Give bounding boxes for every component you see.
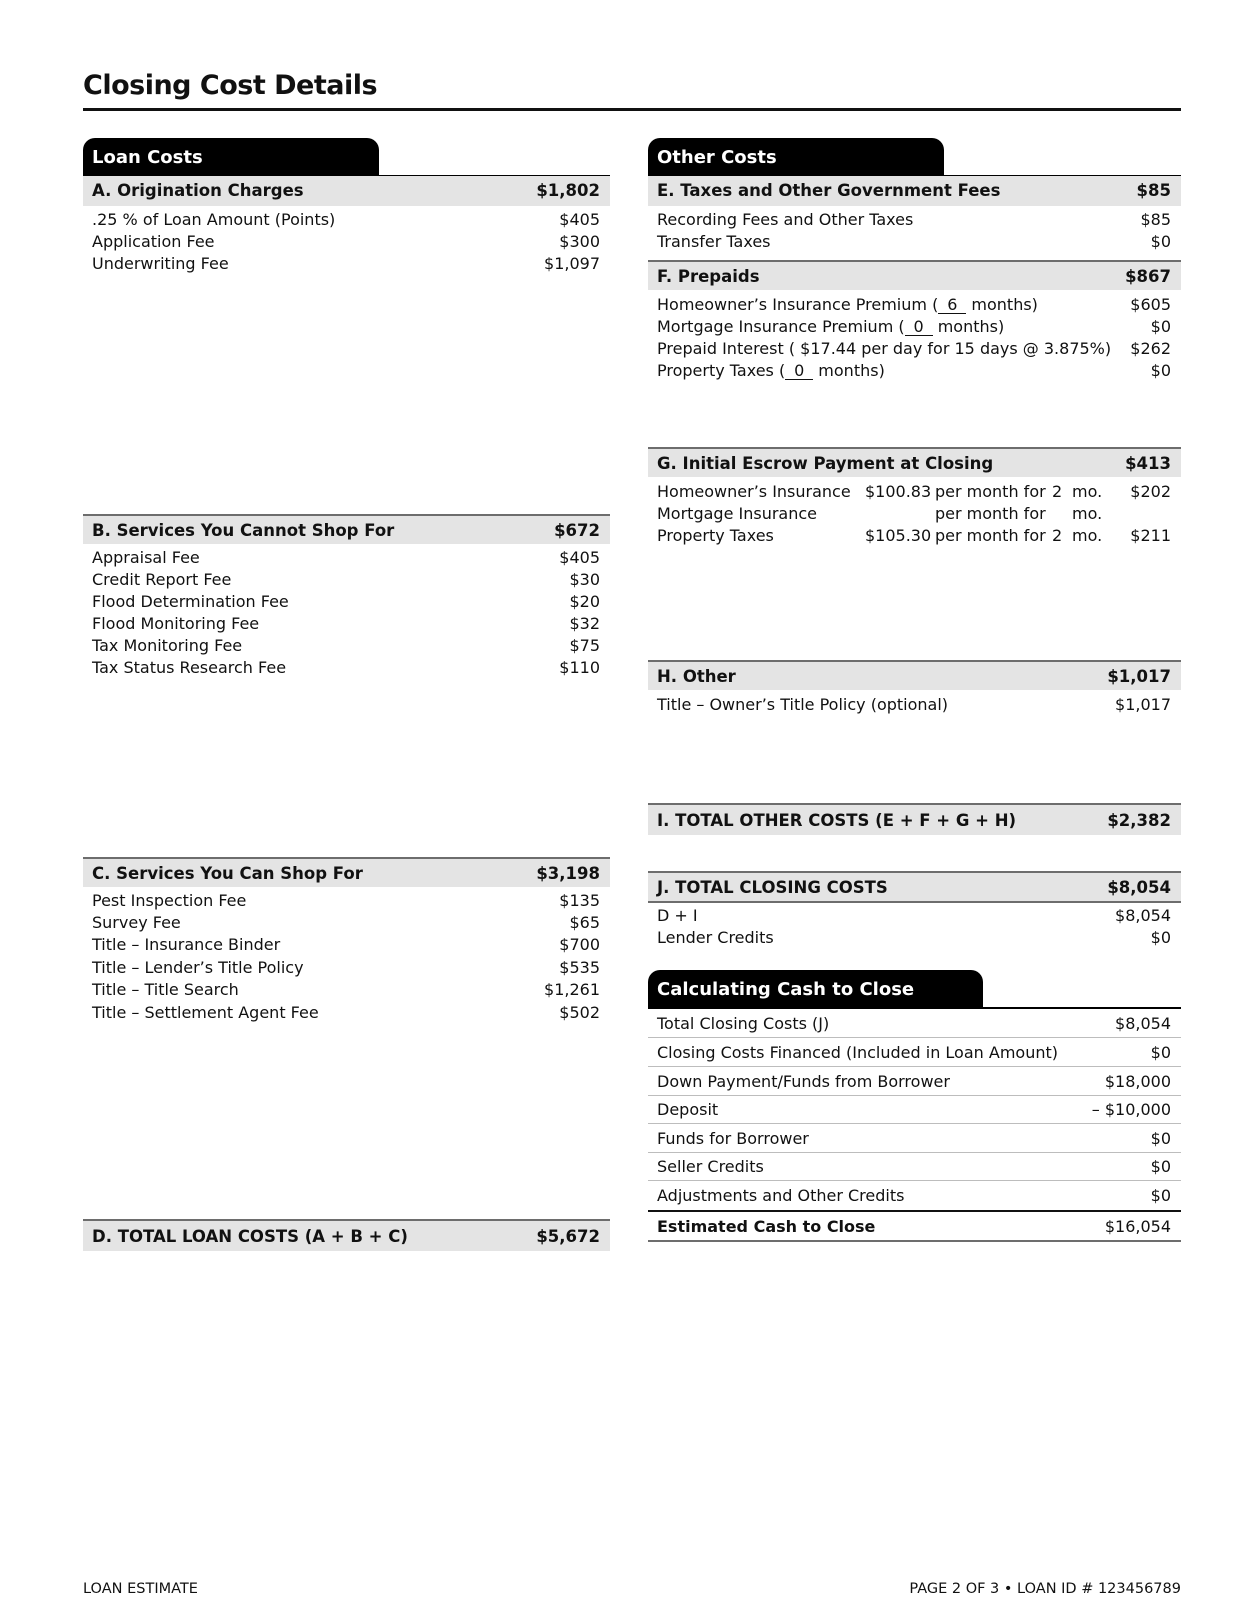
total-loan-costs-amount: $5,672 [536, 1227, 600, 1246]
total-closing-costs-amount: $8,054 [1107, 878, 1171, 897]
section-h-header [648, 660, 1181, 690]
cash-row: Seller Credits $0 [648, 1153, 1181, 1181]
section-e-amount: $85 [1136, 181, 1171, 200]
page-title: Closing Cost Details [83, 70, 378, 101]
line-item: Transfer Taxes $0 [657, 232, 1171, 251]
line-item: Tax Monitoring Fee $75 [92, 636, 600, 655]
section-a-header [83, 176, 610, 206]
section-b-header [83, 514, 610, 544]
section-h-amount: $1,017 [1107, 667, 1171, 686]
line-item: Survey Fee $65 [92, 913, 600, 932]
section-g-label: G. Initial Escrow Payment at Closing [657, 454, 994, 473]
escrow-amount: $211 [1130, 526, 1171, 545]
months-field: 0 [905, 319, 933, 336]
section-e-label: E. Taxes and Other Government Fees [657, 181, 1001, 200]
line-item: Prepaid Interest ( $17.44 per day for 15 days @ 3.875%) $262 [657, 339, 1171, 358]
escrow-per-month: per month for [935, 504, 1046, 523]
title-divider [83, 108, 1181, 111]
section-c-amount: $3,198 [536, 864, 600, 883]
estimated-cash-to-close [648, 1210, 1181, 1242]
footer-doc-name: LOAN ESTIMATE [83, 1581, 198, 1597]
escrow-mo: mo. [1072, 504, 1103, 523]
total-other-costs-amount: $2,382 [1107, 811, 1171, 830]
cash-row: Down Payment/Funds from Borrower $18,000 [648, 1068, 1181, 1096]
escrow-per-month: per month for [935, 526, 1046, 545]
line-item: Credit Report Fee $30 [92, 570, 600, 589]
cash-row: Closing Costs Financed (Included in Loan Amount) $0 [648, 1039, 1181, 1067]
escrow-monthly: $100.83 [865, 482, 932, 501]
line-item: .25 % of Loan Amount (Points) $405 [92, 210, 600, 229]
months-field: 0 [785, 363, 813, 380]
escrow-months: 2 [1052, 482, 1063, 501]
section-g-header [648, 447, 1181, 477]
total-other-costs [648, 803, 1181, 835]
line-item: Pest Inspection Fee $135 [92, 891, 600, 910]
loan-costs-tab: Loan Costs [83, 138, 379, 175]
other-costs-tab: Other Costs [648, 138, 944, 175]
escrow-amount: $202 [1130, 482, 1171, 501]
escrow-months: 2 [1052, 526, 1063, 545]
section-g-amount: $413 [1125, 454, 1171, 473]
cash-to-close-tab: Calculating Cash to Close [648, 970, 983, 1007]
line-item: Title – Title Search $1,261 [92, 980, 600, 999]
line-item: Property Taxes ( 0 months) $0 [657, 361, 1171, 380]
cash-row: Funds for Borrower $0 [648, 1125, 1181, 1153]
escrow-mo: mo. [1072, 526, 1103, 545]
line-item: Homeowner’s Insurance Premium ( 6 months) $605 [657, 295, 1171, 314]
total-loan-costs [83, 1219, 610, 1251]
escrow-label: Mortgage Insurance [657, 504, 817, 523]
line-item: Underwriting Fee $1,097 [92, 254, 600, 273]
escrow-label: Homeowner’s Insurance [657, 482, 851, 501]
footer-page-info: PAGE 2 OF 3 • LOAN ID # 123456789 [909, 1581, 1181, 1597]
cash-row: Total Closing Costs (J) $8,054 [648, 1010, 1181, 1038]
total-other-costs-label: I. TOTAL OTHER COSTS (E + F + G + H) [657, 811, 1017, 830]
cash-row: Adjustments and Other Credits $0 [657, 1186, 1171, 1205]
months-field: 6 [938, 297, 966, 314]
section-b-label: B. Services You Cannot Shop For [92, 521, 395, 540]
section-f-header [648, 260, 1181, 290]
section-e-header [648, 176, 1181, 206]
section-c-header [83, 857, 610, 887]
line-item: Recording Fees and Other Taxes $85 [657, 210, 1171, 229]
line-item: Application Fee $300 [92, 232, 600, 251]
section-f-label: F. Prepaids [657, 267, 760, 286]
section-f-amount: $867 [1125, 267, 1171, 286]
estimated-cash-to-close-label: Estimated Cash to Close [657, 1217, 876, 1236]
total-loan-costs-label: D. TOTAL LOAN COSTS (A + B + C) [92, 1227, 408, 1246]
cash-row: Deposit – $10,000 [648, 1096, 1181, 1124]
escrow-label: Property Taxes [657, 526, 774, 545]
section-b-amount: $672 [554, 521, 600, 540]
line-item: Title – Lender’s Title Policy $535 [92, 958, 600, 977]
escrow-monthly: $105.30 [865, 526, 932, 545]
section-a-amount: $1,802 [536, 181, 600, 200]
line-item: Tax Status Research Fee $110 [92, 658, 600, 677]
line-item: Title – Settlement Agent Fee $502 [92, 1003, 600, 1022]
section-c-label: C. Services You Can Shop For [92, 864, 363, 883]
estimated-cash-to-close-amount: $16,054 [1104, 1217, 1171, 1236]
total-closing-costs-label: J. TOTAL CLOSING COSTS [657, 878, 888, 897]
line-item: Title – Insurance Binder $700 [92, 935, 600, 954]
line-item: Appraisal Fee $405 [92, 548, 600, 567]
section-a-label: A. Origination Charges [92, 181, 304, 200]
escrow-mo: mo. [1072, 482, 1103, 501]
line-item: Flood Monitoring Fee $32 [92, 614, 600, 633]
line-item: Mortgage Insurance Premium ( 0 months) $0 [657, 317, 1171, 336]
line-item: Lender Credits $0 [657, 928, 1171, 947]
section-h-label: H. Other [657, 667, 736, 686]
escrow-per-month: per month for [935, 482, 1046, 501]
line-item: Title – Owner’s Title Policy (optional) $1,017 [657, 695, 1171, 714]
cash-to-close-tab-rule [648, 1007, 1181, 1009]
line-item: Flood Determination Fee $20 [92, 592, 600, 611]
total-closing-costs [648, 871, 1181, 903]
line-item: D + I $8,054 [657, 906, 1171, 925]
